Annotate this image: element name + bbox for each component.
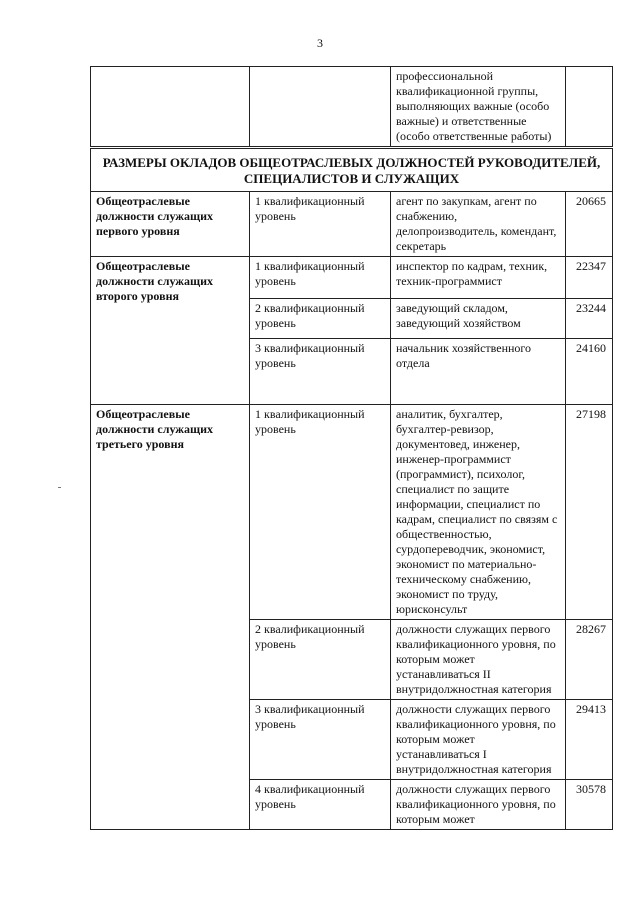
positions-cell: начальник хозяйственного отдела — [391, 339, 566, 405]
level-cell: 2 квалификационный уровень — [250, 620, 391, 700]
positions-cell: заведующий складом, заведующий хозяйством — [391, 299, 566, 339]
section-heading-row — [91, 148, 613, 192]
table-row — [91, 257, 613, 299]
group-cell: Общеотраслевые должности служащих второго уровня — [91, 257, 250, 405]
level-cell: 3 квалификационный уровень — [250, 700, 391, 780]
salary-cell: 29413 — [566, 700, 613, 780]
positions-cell: должности служащих первого квалификационного уровня, по которым может — [391, 780, 566, 830]
salary-cell: 20665 — [566, 192, 613, 257]
group-cell: Общеотраслевые должности служащих первого уровня — [91, 192, 250, 257]
level-cell: 1 квалификационный уровень — [250, 405, 391, 620]
salary-cell: 23244 — [566, 299, 613, 339]
salary-cell: 24160 — [566, 339, 613, 405]
level-cell: 3 квалификационный уровень — [250, 339, 391, 405]
salary-cell: 27198 — [566, 405, 613, 620]
level-cell: 1 квалификационный уровень — [250, 257, 391, 299]
salary-table — [90, 66, 613, 830]
positions-cell: должности служащих первого квалификационного уровня, по которым может устанавливаться I внутридолжностная категория — [391, 700, 566, 780]
positions-cell: аналитик, бухгалтер, бухгалтер-ревизор, документовед, инженер, инженер-программист (программист), психолог, специалист по защите информации, специалист по кадрам, специалист по связям с общественностью, сурдопереводчик, экономист, экономист по материально-техническому снабжению, экономист по труду, юрисконсульт — [391, 405, 566, 620]
table-row — [91, 67, 613, 148]
positions-cell: профессиональной квалификационной группы, выполняющих важные (особо важные) и ответственные (особо ответственные работы) — [391, 67, 566, 148]
positions-cell: агент по закупкам, агент по снабжению, делопроизводитель, комендант, секретарь — [391, 192, 566, 257]
salary-cell — [566, 67, 613, 148]
level-cell: 4 квалификационный уровень — [250, 780, 391, 830]
positions-cell: должности служащих первого квалификационного уровня, по которым может устанавливаться II внутридолжностная категория — [391, 620, 566, 700]
section-heading: РАЗМЕРЫ ОКЛАДОВ ОБЩЕОТРАСЛЕВЫХ ДОЛЖНОСТЕЙ РУКОВОДИТЕЛЕЙ, СПЕЦИАЛИСТОВ И СЛУЖАЩИХ — [91, 148, 613, 192]
level-cell: 2 квалификационный уровень — [250, 299, 391, 339]
group-cell: Общеотраслевые должности служащих третьего уровня — [91, 405, 250, 830]
scan-mark — [58, 487, 61, 488]
salary-cell: 30578 — [566, 780, 613, 830]
table-row — [91, 192, 613, 257]
level-cell — [250, 67, 391, 148]
group-cell — [91, 67, 250, 148]
salary-cell: 22347 — [566, 257, 613, 299]
salary-cell: 28267 — [566, 620, 613, 700]
positions-cell: инспектор по кадрам, техник, техник-программист — [391, 257, 566, 299]
page-number: 3 — [317, 36, 323, 50]
level-cell: 1 квалификационный уровень — [250, 192, 391, 257]
table-row — [91, 405, 613, 620]
